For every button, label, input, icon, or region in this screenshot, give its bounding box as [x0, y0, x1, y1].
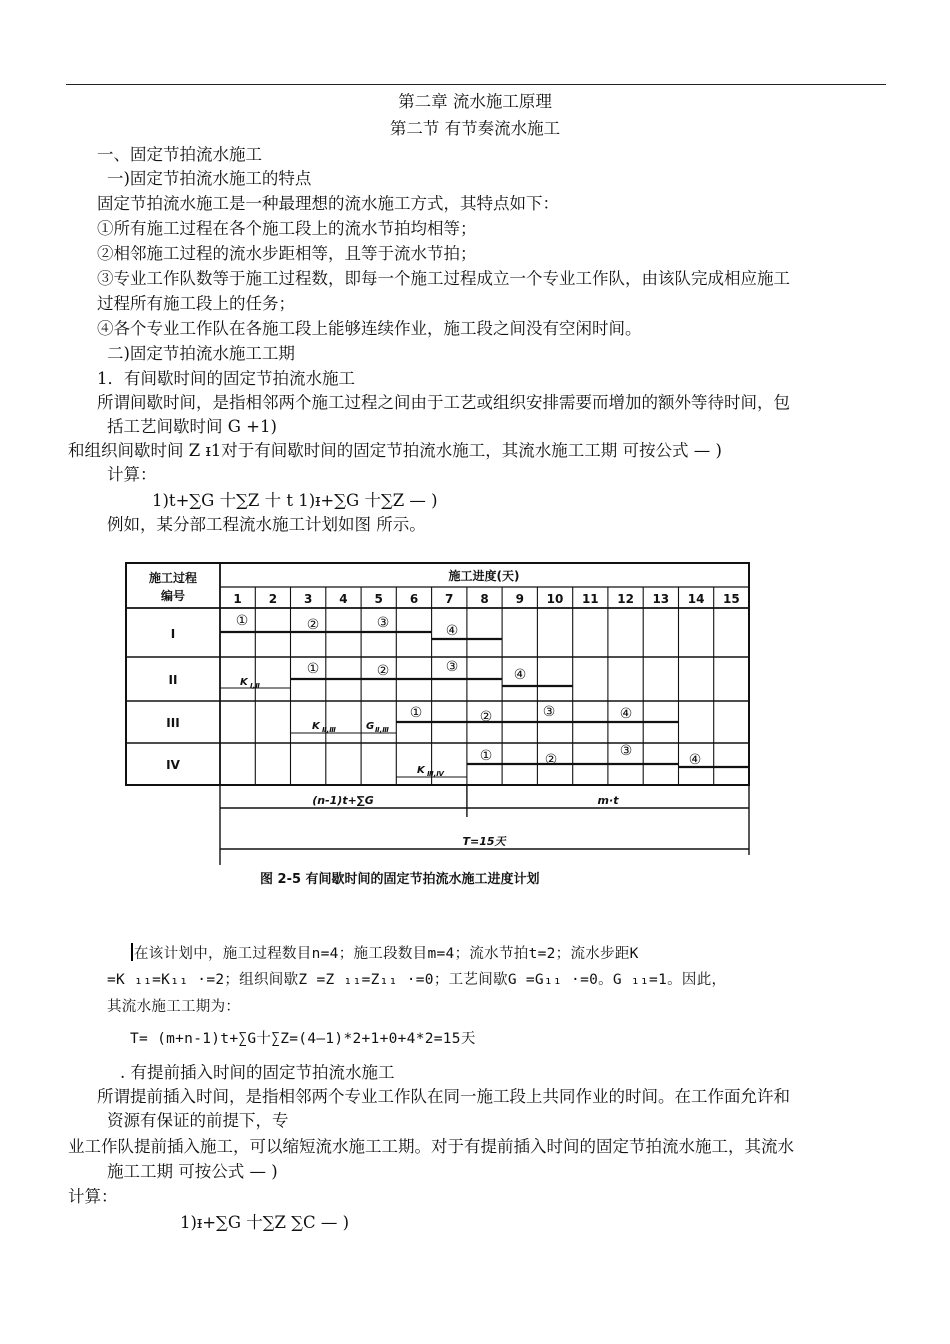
- header-process-label: 施工过程: [148, 571, 198, 585]
- formula-2: T= (m+n-1)t+∑G十∑Z=(4—1)*2+1+0+4*2=15天: [130, 1031, 476, 1047]
- header-progress-label: 施工进度(天): [448, 569, 520, 583]
- definition-2a: 所谓提前插入时间，是指相邻两个专业工作队在同一施工段上共同作业的时间。在工作面允许和: [97, 1087, 790, 1106]
- heading-3-advance: . 有提前插入时间的固定节拍流水施工: [120, 1063, 395, 1082]
- text-cursor: [131, 943, 133, 961]
- chapter-title: 第二章 流水施工原理: [398, 92, 552, 111]
- day-label: 7: [445, 592, 454, 606]
- day-label: 2: [268, 592, 278, 606]
- segment-marker: ①: [235, 613, 249, 629]
- step-label-k23-sub: Ⅱ,Ⅲ: [322, 726, 336, 734]
- step-label-k23: K: [312, 721, 320, 732]
- segment-marker: ④: [619, 706, 633, 722]
- definition-1a: 所谓间歇时间，是指相邻两个施工过程之间由于工艺或组织安排需要而增加的额外等待时间，包: [97, 393, 790, 412]
- day-label: 11: [581, 592, 599, 606]
- feature-3-cont: 过程所有施工段上的任务；: [97, 294, 295, 313]
- segment-marker: ①: [306, 661, 320, 677]
- formula-3: 1)ᵻ+∑G 十∑Z ∑C — ): [180, 1213, 350, 1232]
- analysis-line-3: 其流水施工工期为：: [107, 999, 241, 1015]
- day-label: 4: [339, 592, 348, 606]
- process-label: IV: [166, 758, 180, 772]
- day-label: 8: [480, 592, 489, 606]
- segment-marker: ④: [445, 623, 459, 639]
- day-label: 3: [304, 592, 313, 606]
- process-label: II: [168, 673, 178, 687]
- segment-marker: ③: [542, 704, 556, 720]
- segment-marker: ③: [445, 659, 459, 675]
- segment-marker: ①: [409, 705, 423, 721]
- dimension-label-total: T=15天: [462, 835, 506, 848]
- day-label: 6: [409, 592, 419, 606]
- day-label: 9: [515, 592, 524, 606]
- process-label: III: [166, 716, 180, 730]
- dimension-label-1: (n-1)t+∑G: [312, 794, 374, 807]
- feature-4: ④各个专业工作队在各施工段上能够连续作业，施工段之间没有空闲时间。: [97, 319, 642, 338]
- day-label: 13: [652, 592, 670, 606]
- figure-caption: 图 2-5 有间歇时间的固定节拍流水施工进度计划: [260, 872, 540, 887]
- definition-2c: 业工作队提前插入施工，可以缩短流水施工工期。对于有提前插入时间的固定节拍流水施工，其流水: [68, 1137, 794, 1156]
- heading-2-features: 一)固定节拍流水施工的特点: [107, 169, 312, 188]
- day-label: 14: [687, 592, 705, 606]
- definition-2d: 施工工期 可按公式 — ): [107, 1162, 278, 1181]
- formula-1: 1)t+∑G 十∑Z 十 t 1)ᵻ+∑G 十∑Z — ): [152, 491, 438, 510]
- interval-label-g23-sub: Ⅱ,Ⅲ: [375, 726, 389, 734]
- feature-1: ①所有施工过程在各个施工段上的流水节拍均相等；: [97, 219, 477, 238]
- segment-marker: ④: [513, 667, 527, 683]
- day-label: 1: [233, 592, 242, 606]
- heading-2-duration: 二)固定节拍流水施工工期: [107, 344, 295, 363]
- heading-3-interval: 1．有间歇时间的固定节拍流水施工: [97, 369, 355, 388]
- day-label: 15: [723, 592, 740, 606]
- step-label-k34-sub: Ⅲ,Ⅳ: [427, 770, 444, 778]
- segment-marker: ②: [376, 663, 390, 679]
- step-label-k12: K: [240, 677, 248, 688]
- calc-label-2: 计算：: [68, 1187, 118, 1206]
- header-rule: [66, 84, 886, 85]
- process-label: I: [170, 627, 176, 641]
- heading-1: 一、固定节拍流水施工: [97, 145, 262, 164]
- step-label-k34: K: [417, 765, 425, 776]
- dimension-label-2: m·t: [597, 794, 619, 807]
- segment-marker: ②: [544, 752, 558, 768]
- day-label: 10: [546, 592, 564, 606]
- segment-marker: ③: [619, 743, 633, 759]
- example-sentence: 例如，某分部工程流水施工计划如图 所示。: [107, 515, 426, 534]
- step-label-k12-sub: Ⅰ,Ⅱ: [250, 682, 260, 690]
- intro-paragraph: 固定节拍流水施工是一种最理想的流水施工方式，其特点如下：: [97, 194, 559, 213]
- segment-marker: ②: [306, 617, 320, 633]
- section-title: 第二节 有节奏流水施工: [389, 119, 561, 138]
- interval-label-g23: G: [366, 721, 375, 732]
- analysis-line-1: [131, 943, 639, 964]
- segment-marker: ③: [376, 615, 390, 631]
- day-label: 12: [617, 592, 634, 606]
- day-label: 5: [374, 592, 383, 606]
- definition-1b: 括工艺间歇时间 G +1): [107, 417, 277, 436]
- analysis-line-2: =K ₁₁=K₁₁ ·=2；组织间歇Z =Z ₁₁=Z₁₁ ·=0；工艺间歇G =G₁₁ ·=0。G ₁₁=1。因此，: [107, 972, 727, 988]
- segment-marker: ①: [479, 748, 493, 764]
- calc-label-1: 计算：: [107, 465, 157, 484]
- definition-1c: 和组织间歇时间 Z ᵻ1对于有间歇时间的固定节拍流水施工，其流水施工工期 可按公式 — ): [68, 441, 722, 460]
- analysis-line-1-text: 在该计划中，施工过程数目n=4；施工段数目m=4；流水节拍t=2；流水步距K: [134, 946, 639, 962]
- segment-marker: ④: [688, 752, 702, 768]
- feature-3: ③专业工作队数等于施工过程数，即每一个施工过程成立一个专业工作队，由该队完成相应施工: [97, 269, 790, 288]
- segment-marker: ②: [479, 709, 493, 725]
- header-process-number: 编号: [160, 589, 186, 603]
- schedule-figure: [110, 555, 770, 900]
- feature-2: ②相邻施工过程的流水步距相等，且等于流水节拍；: [97, 244, 477, 263]
- definition-2b: 资源有保证的前提下，专: [107, 1111, 289, 1130]
